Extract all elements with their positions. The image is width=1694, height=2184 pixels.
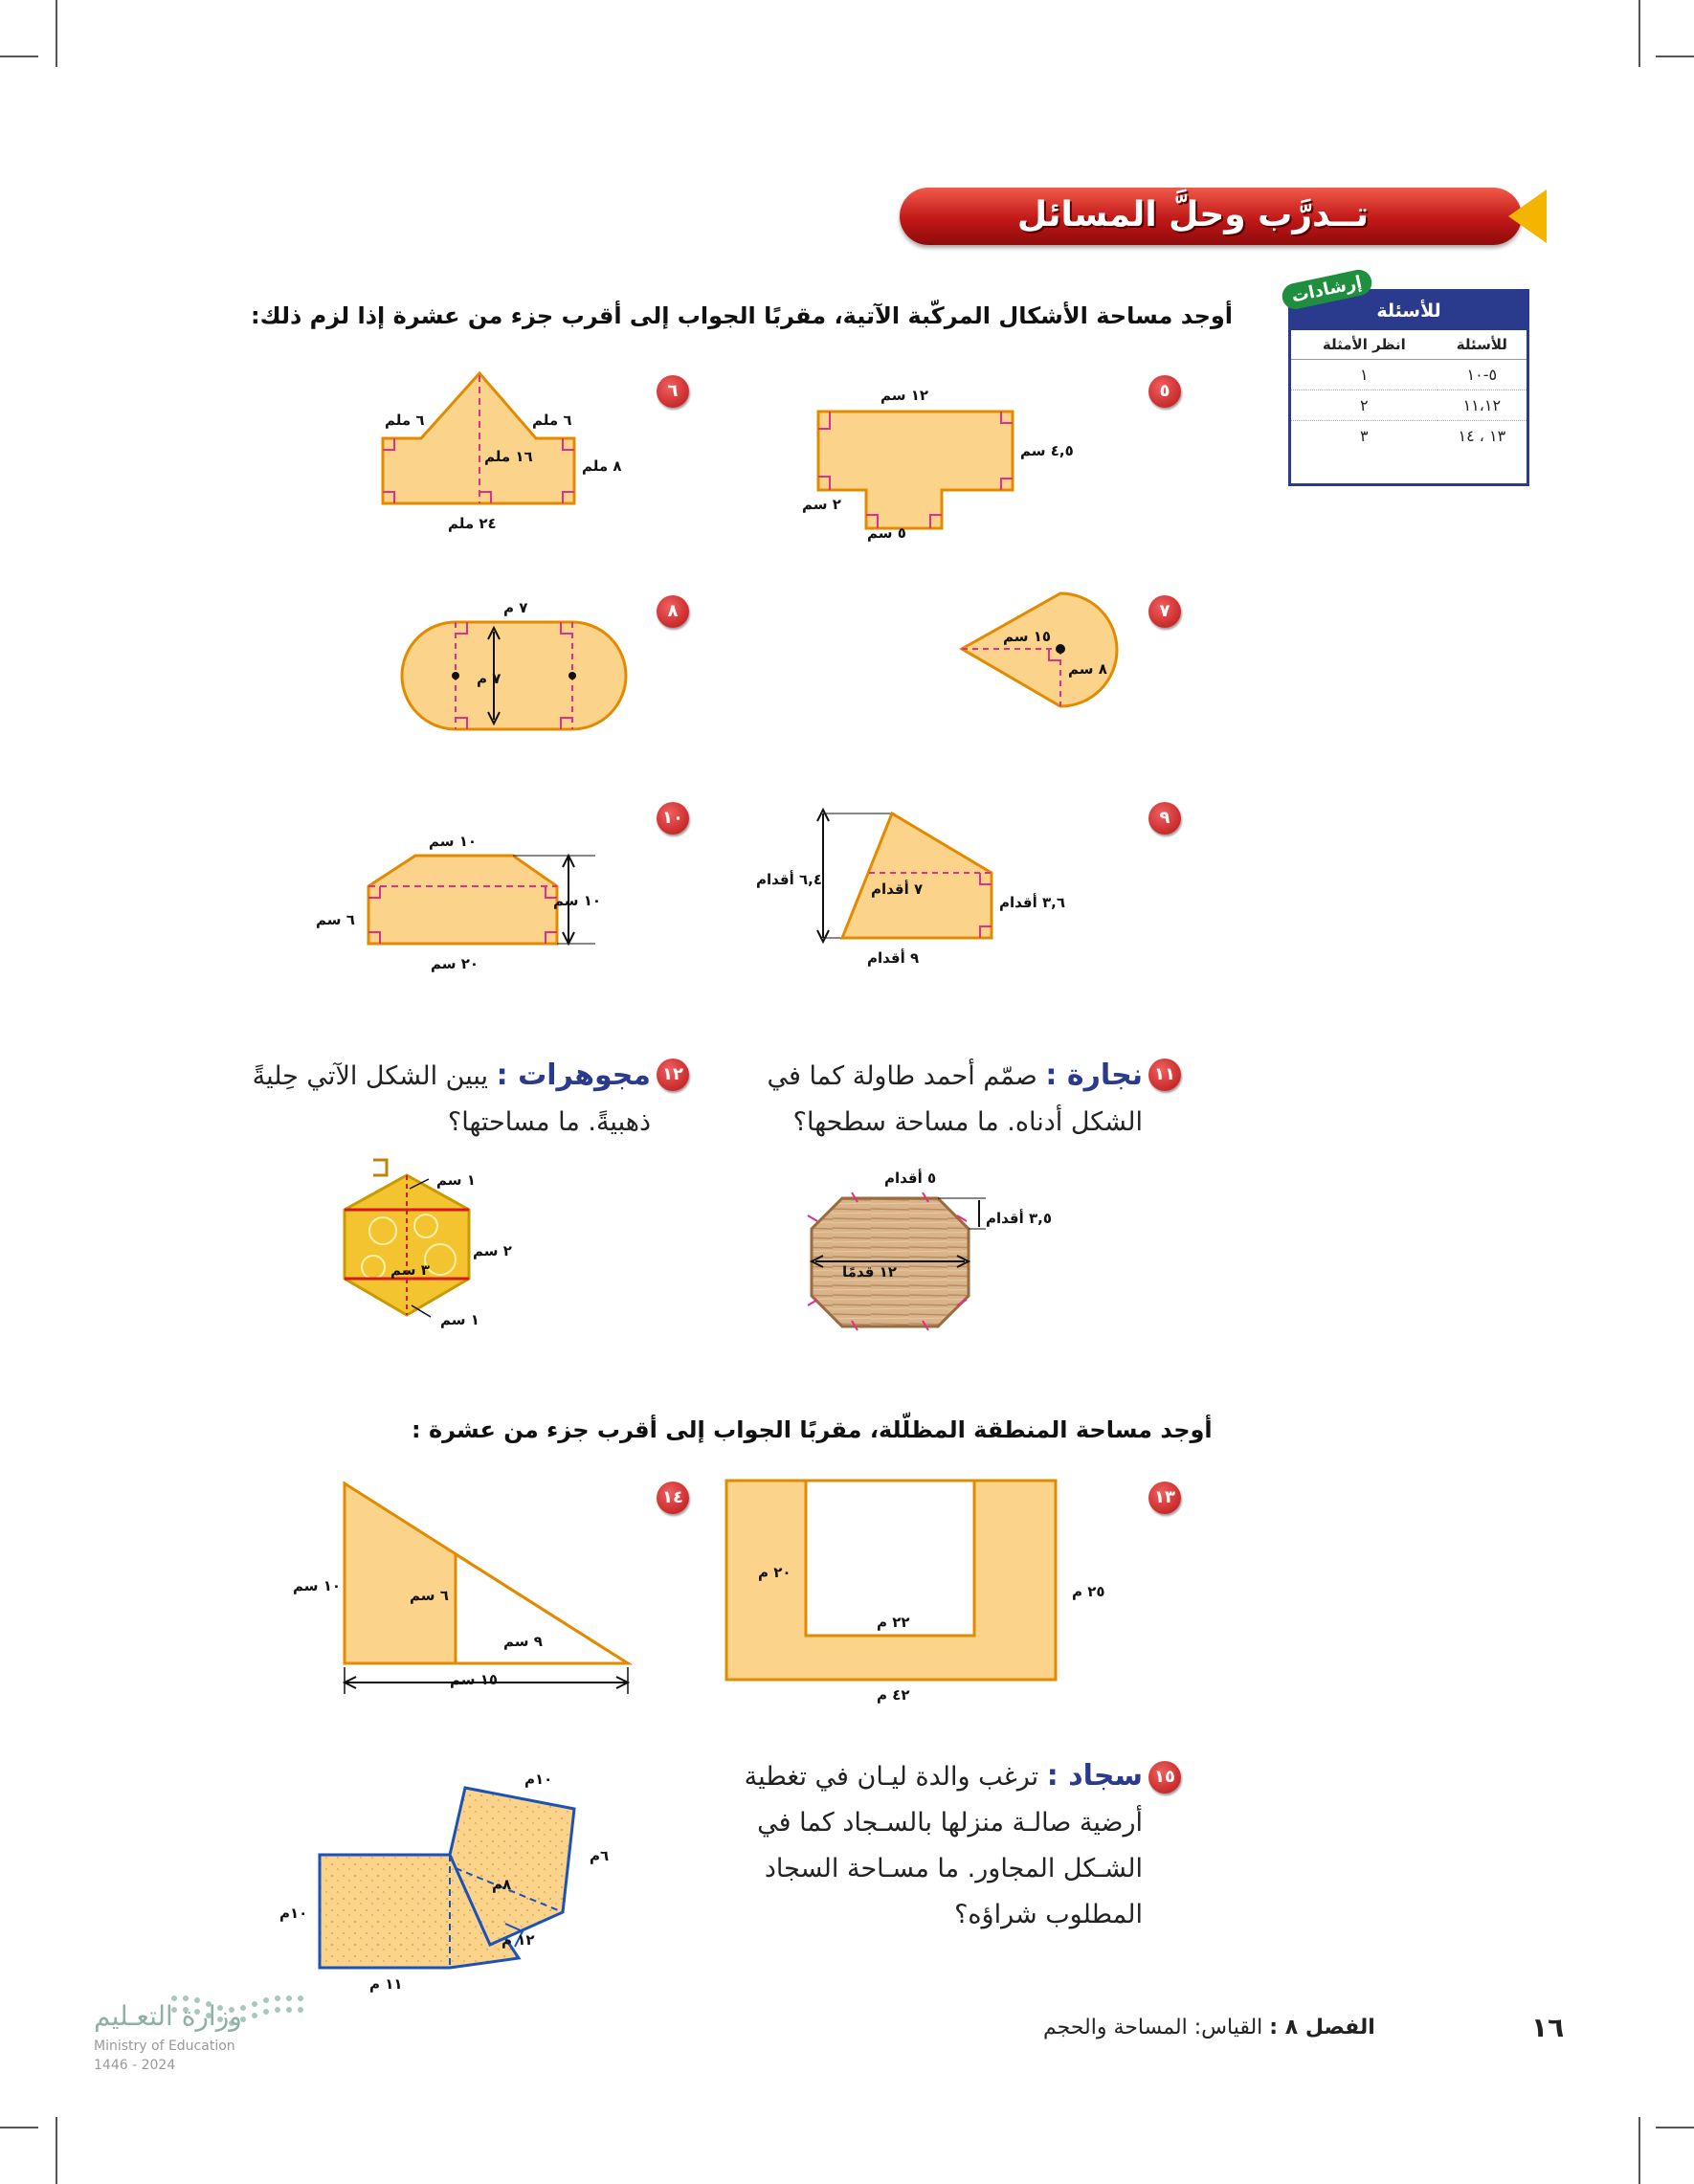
p5-label-left: ٢ سم [802, 496, 841, 513]
problem-14-figure [335, 1480, 641, 1700]
ministry-name-en: Ministry of Education [94, 2039, 235, 2054]
problem-6-number: ٦ [657, 375, 689, 408]
p9-label-top: ٧ أقدام [871, 880, 924, 898]
problem-6-figure [373, 364, 593, 517]
crop-mark [1638, 2117, 1640, 2184]
p7-label-radius: ١٥ سم [1003, 628, 1052, 645]
hints-badge: إرشادات [1280, 267, 1373, 311]
problem-5-figure [794, 402, 1043, 546]
ministry-name-ar: وزارة التعـليم [94, 2000, 242, 2032]
p11-label-width: ١٢ قدمًا [842, 1263, 897, 1281]
p6-label-height: ١٦ ملم [484, 448, 533, 465]
table-row [1291, 421, 1527, 452]
p15-label-left: ١٠م [279, 1905, 308, 1922]
p10-label-left: ٦ سم [316, 911, 355, 928]
problem-13-number: ١٣ [1148, 1482, 1181, 1514]
p6-label-left: ٦ ملم [385, 412, 425, 429]
table-row [1291, 360, 1527, 390]
page-number: ١٦ [1531, 2012, 1565, 2043]
crop-mark [1656, 2127, 1694, 2128]
p15-label-top: ١٠م [524, 1771, 553, 1788]
problem-15-keyword: سجاد : [1046, 1759, 1143, 1793]
p15-label-diag: ١٢ م [502, 1931, 535, 1949]
problem-8-figure [402, 613, 632, 747]
section1-instruction: أوجد مساحة الأشكال المركّبة الآتية، مقربًا الجواب إلى أقرب جزء من عشرة إذا لزم ذلك: [251, 302, 1234, 329]
crop-mark [0, 2127, 38, 2128]
p12-label-bottom: ١ سم [440, 1311, 479, 1328]
p6-label-right: ٦ ملم [532, 412, 572, 429]
hints-cell: ٥-١٠ [1438, 360, 1527, 390]
p13-label-outer-height: ٢٥ م [1072, 1583, 1105, 1600]
p11-label-corner: ٣,٥ أقدام [986, 1210, 1053, 1227]
problem-15-number: ١٥ [1148, 1761, 1181, 1794]
problem-14-number: ١٤ [657, 1482, 689, 1514]
p7-label-side: ٨ سم [1068, 660, 1107, 678]
hints-col-questions: للأسئلة [1438, 330, 1527, 360]
problem-11-body: صمّم أحمد طاولة كما في الشكل أدناه. ما مساحة سطحها؟ [767, 1061, 1143, 1137]
crop-mark [1656, 56, 1694, 57]
problem-7-figure [947, 584, 1139, 727]
problem-15-figure [306, 1780, 613, 2000]
p15-label-bottom: ١١ م [369, 1975, 403, 1993]
banner-arrow-icon [1508, 189, 1547, 243]
problem-10-number: ١٠ [657, 802, 689, 835]
chapter-footer [1043, 2016, 1375, 2039]
section-banner [900, 188, 1522, 245]
p9-label-height: ٦,٤ أقدام [756, 871, 823, 888]
hints-table [1291, 330, 1527, 451]
hints-title: للأسئلة [1291, 292, 1527, 330]
p13-label-inner-height: ٢٠ م [758, 1564, 791, 1581]
table-row [1291, 390, 1527, 421]
hints-cell: ١١،١٢ [1438, 390, 1527, 421]
p5-label-bottom: ٥ سم [867, 524, 906, 542]
problem-13-figure [724, 1478, 1059, 1684]
problem-11-number: ١١ [1148, 1059, 1181, 1091]
ministry-year: 2024 - 1446 [94, 2058, 176, 2073]
crop-mark [0, 56, 38, 57]
p13-label-outer-width: ٤٢ م [877, 1686, 910, 1704]
crop-mark [56, 2117, 57, 2184]
chapter-title: القياس: المساحة والحجم [1043, 2016, 1263, 2039]
hints-box [1288, 272, 1529, 486]
hints-cell: ٣ [1360, 427, 1369, 445]
p10-label-bottom: ٢٠ سم [431, 955, 479, 972]
p6-label-bottom: ٢٤ ملم [448, 515, 497, 532]
p13-label-inner-width: ٢٢ م [877, 1614, 910, 1631]
p6-label-side: ٨ ملم [582, 457, 622, 475]
p14-label-left: ١٠ سم [293, 1577, 342, 1594]
section2-instruction: أوجد مساحة المنطقة المظلّلة، مقربًا الجواب إلى أقرب جزء من عشرة : [412, 1416, 1213, 1443]
problem-11-keyword: نجارة : [1045, 1059, 1143, 1092]
p8-label-top: ٧ م [503, 599, 528, 616]
hints-cell: ٢ [1291, 390, 1438, 421]
problem-12-body: يبين الشكل الآتي حِليةً ذهبيةً. ما مساحتها؟ [252, 1061, 651, 1137]
p10-label-top: ١٠ سم [429, 833, 478, 850]
p5-label-right: ٤,٥ سم [1020, 442, 1074, 459]
crop-mark [1638, 0, 1640, 67]
problem-12-number: ١٢ [657, 1059, 689, 1091]
problem-9-number: ٩ [1148, 802, 1181, 835]
problem-11-text [727, 1053, 1143, 1146]
chapter-number: الفصل ٨ : [1269, 2016, 1375, 2039]
banner-title: تــدرَّب وحلَّ المسائل [1016, 195, 1369, 234]
problem-15-text [680, 1753, 1143, 1938]
p12-label-middle: ٣ سم [390, 1261, 430, 1279]
problem-12-keyword: مجوهرات : [496, 1059, 651, 1092]
crop-mark [56, 0, 57, 67]
problem-12-text [226, 1053, 651, 1146]
p14-label-middle: ٦ سم [410, 1587, 449, 1604]
p8-label-middle: ٧ م [477, 670, 502, 687]
p14-label-base: ١٥ سم [450, 1671, 499, 1688]
problem-15-body: ترغب والدة ليـان في تغطية أرضية صالـة منزلها بالسـجاد كما في الشـكل المجاور. ما مسـاحة السجاد المطلوب شراؤه؟ [744, 1762, 1143, 1929]
p12-label-top: ١ سم [436, 1171, 476, 1189]
problem-5-number: ٥ [1148, 375, 1181, 408]
p5-label-top: ١٢ سم [880, 387, 929, 404]
problem-8-number: ٨ [657, 595, 689, 628]
p10-label-height: ١٠ سم [553, 892, 602, 909]
p9-label-right: ٣,٦ أقدام [999, 894, 1066, 911]
hints-cell: ١ [1291, 360, 1438, 390]
p15-label-right: ٦م [590, 1847, 610, 1864]
p12-label-side: ٢ سم [473, 1242, 512, 1259]
p11-label-side: ٥ أقدام [884, 1170, 937, 1187]
hints-col-examples: انظر الأمثلة [1291, 330, 1438, 360]
p14-label-inner: ٩ سم [503, 1633, 543, 1650]
p15-label-inner: ٨م [492, 1876, 512, 1893]
p9-label-bottom: ٩ أقدام [867, 949, 920, 967]
hints-cell: ١٣ ، ١٤ [1458, 427, 1506, 445]
problem-7-number: ٧ [1148, 595, 1181, 628]
